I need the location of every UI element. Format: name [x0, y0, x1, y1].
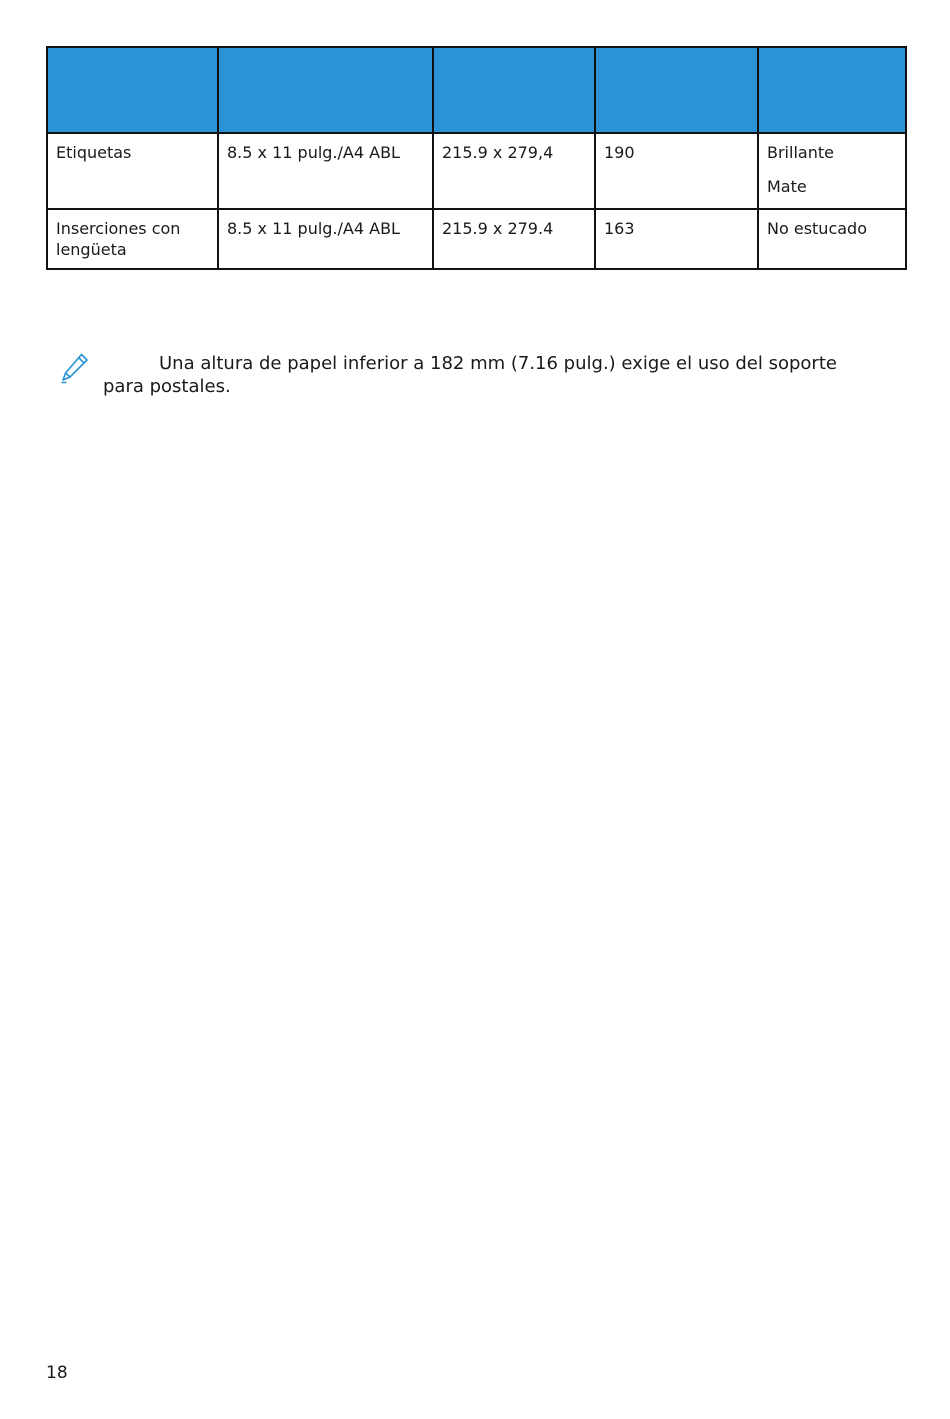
cell-finish — [758, 133, 906, 209]
header-cell-dimensions — [433, 47, 595, 133]
cell-weight: 163 — [595, 209, 758, 269]
finish-option: Brillante — [767, 143, 834, 162]
page-number: 18 — [46, 1363, 68, 1383]
paper-spec-table — [46, 46, 907, 270]
pencil-icon — [60, 352, 90, 384]
finish-option: No estucado — [767, 219, 867, 238]
cell-paper-type: Etiquetas — [47, 133, 218, 209]
table-header — [47, 47, 906, 133]
header-cell-type — [47, 47, 218, 133]
cell-paper-size: 8.5 x 11 pulg./A4 ABL — [218, 133, 433, 209]
cell-finish — [758, 209, 906, 269]
cell-dimensions: 215.9 x 279.4 — [433, 209, 595, 269]
note-text: Una altura de papel inferior a 182 mm (7.16 pulg.) exige el uso del soporte para postales. — [103, 353, 837, 397]
table-row — [47, 133, 906, 209]
table-row — [47, 209, 906, 269]
header-cell-weight — [595, 47, 758, 133]
cell-paper-type: Inserciones con lengüeta — [47, 209, 218, 269]
cell-dimensions: 215.9 x 279,4 — [433, 133, 595, 209]
table-header-row — [47, 47, 906, 133]
finish-option: Mate — [767, 177, 807, 196]
cell-weight: 190 — [595, 133, 758, 209]
cell-paper-size: 8.5 x 11 pulg./A4 ABL — [218, 209, 433, 269]
header-cell-finish — [758, 47, 906, 133]
header-cell-size — [218, 47, 433, 133]
